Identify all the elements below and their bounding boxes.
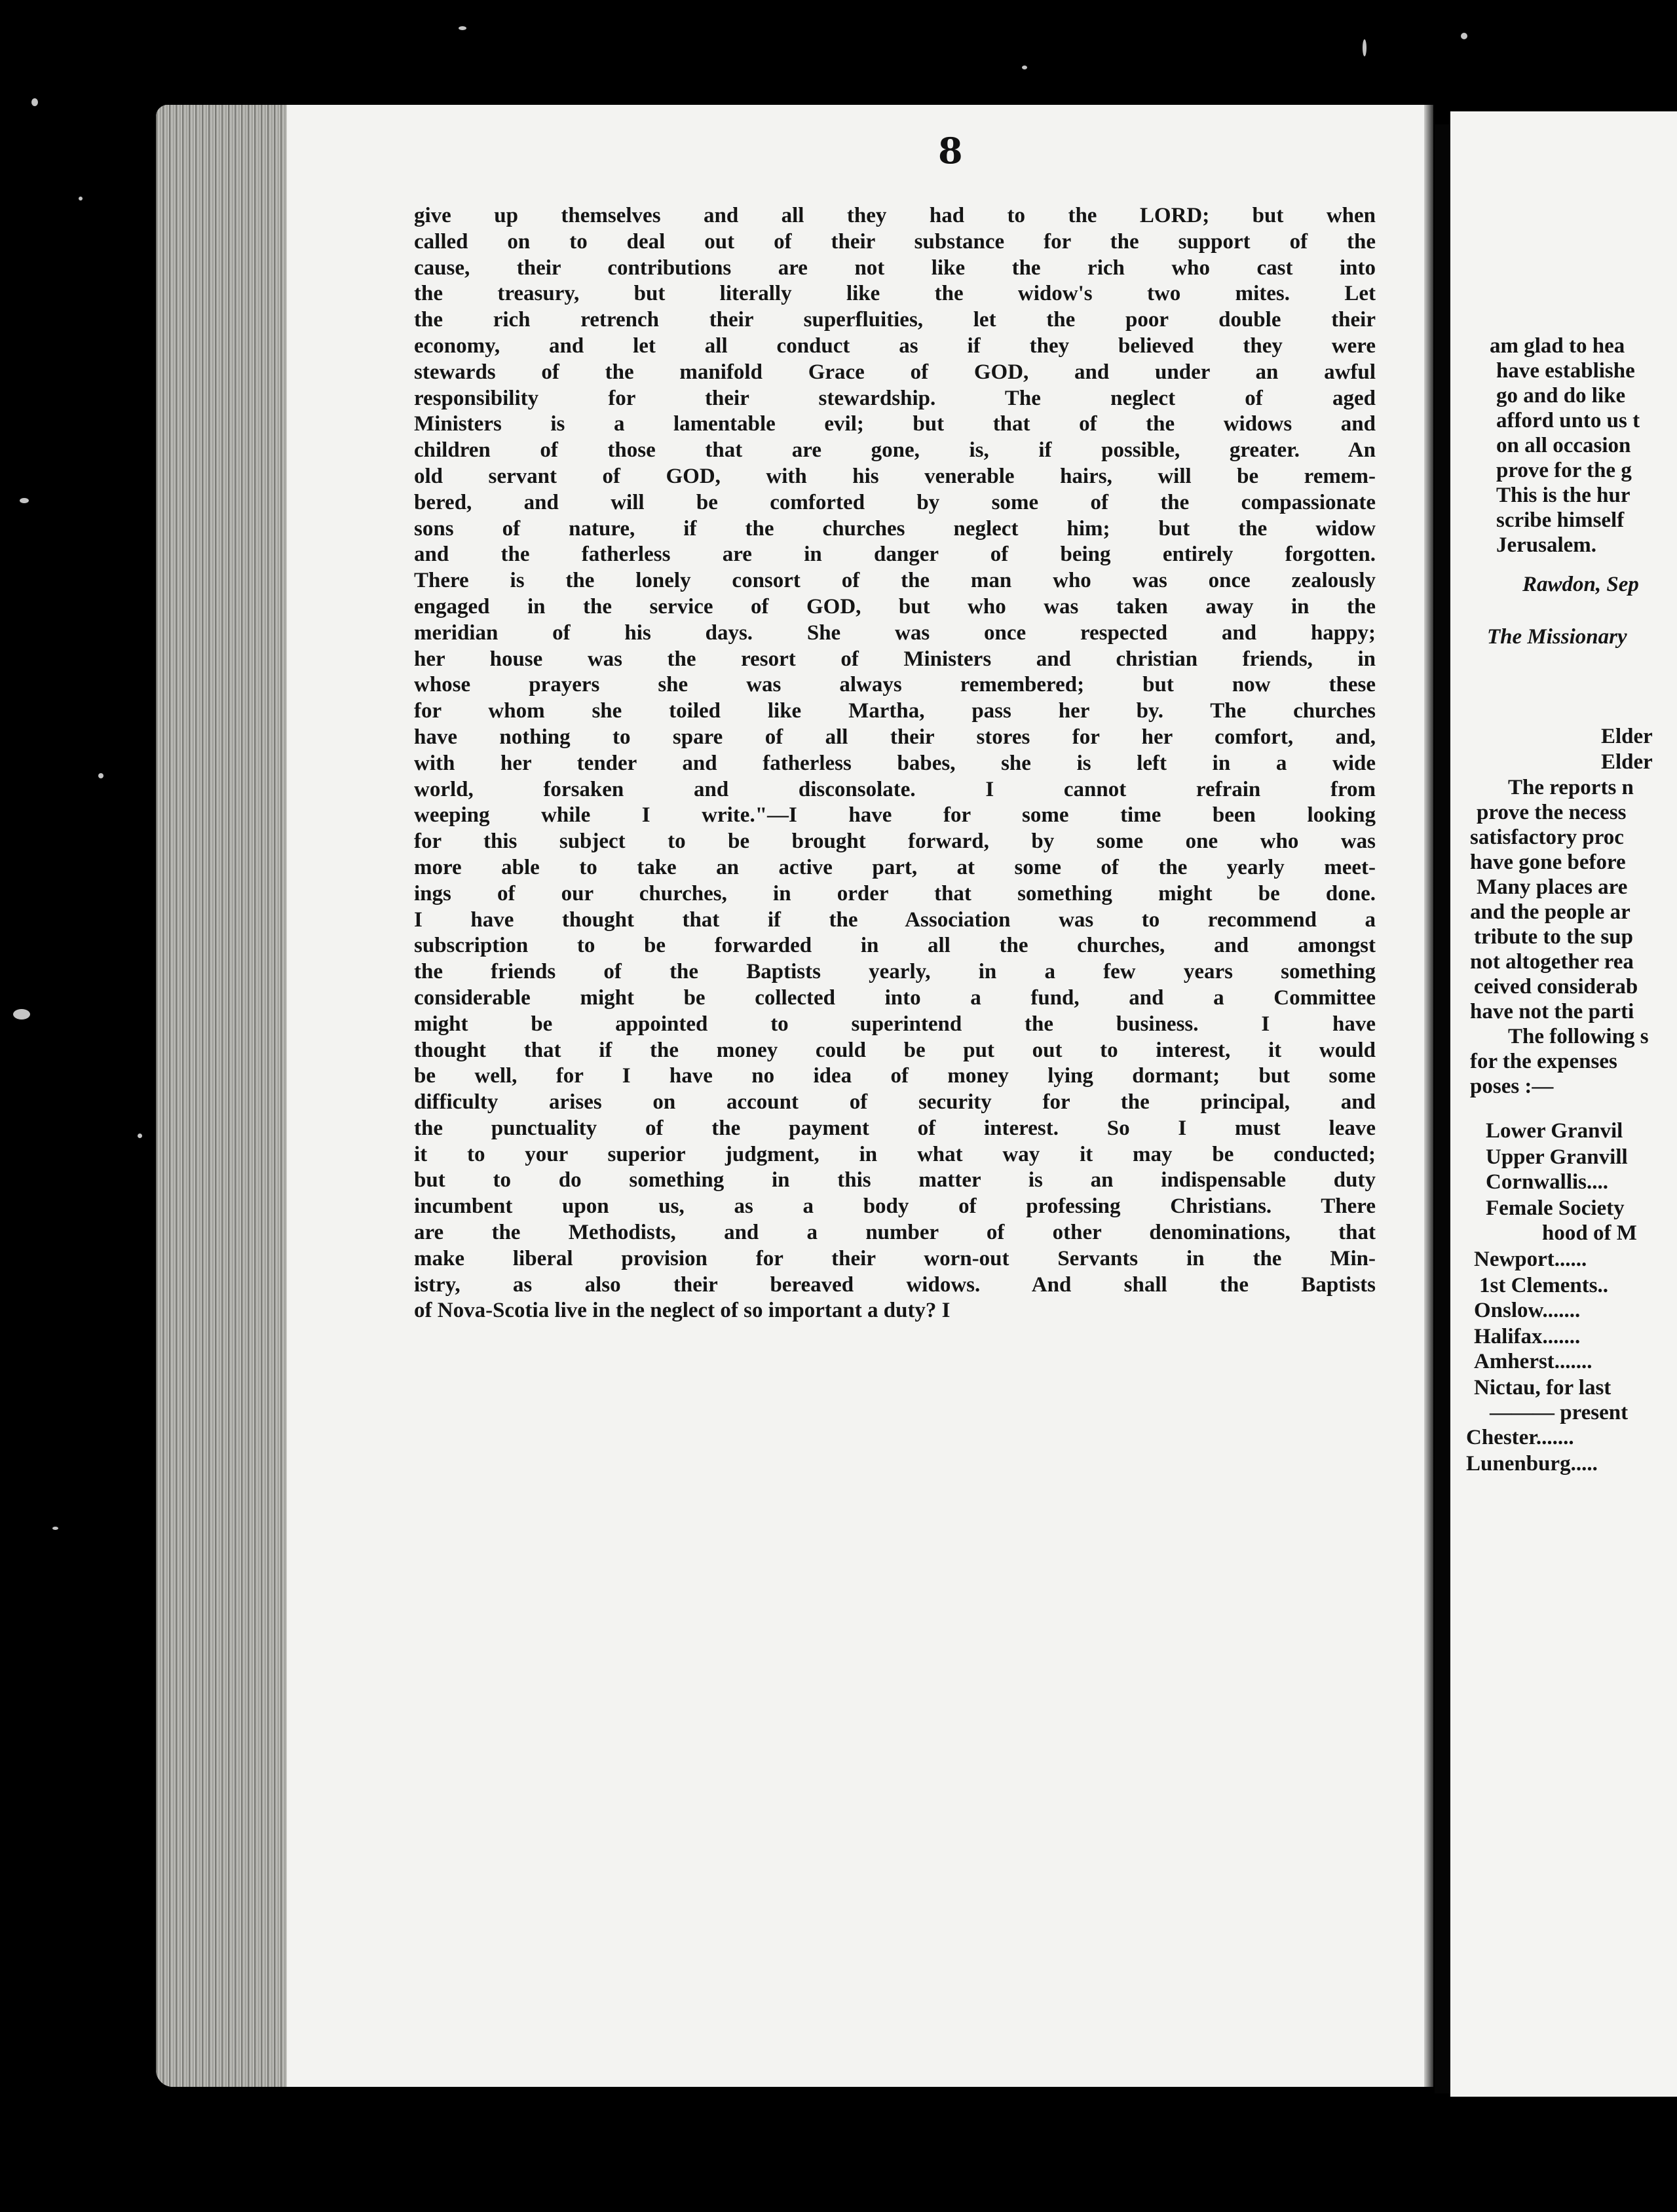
right-page-line: have not the parti xyxy=(1470,1000,1634,1023)
right-page-line: Jerusalem. xyxy=(1496,533,1597,557)
right-page-line: Cornwallis.... xyxy=(1486,1170,1609,1194)
right-page-line: Chester....... xyxy=(1466,1426,1574,1449)
text-line: There is the lonely consort of the man who was once zealously xyxy=(414,569,1376,593)
dust-speck xyxy=(13,1009,30,1020)
right-page-line: hood of M xyxy=(1542,1221,1637,1245)
dust-speck xyxy=(1461,33,1467,39)
text-line: I have thought that if the Association was to recommend a xyxy=(414,907,1376,932)
dust-speck xyxy=(79,197,83,200)
text-line: Ministers is a lamentable evil; but that of the widows and xyxy=(414,412,1376,436)
text-line: but to do something in this matter is an indispensable duty xyxy=(414,1168,1376,1192)
right-page-line: poses :— xyxy=(1470,1075,1554,1098)
text-line: called on to deal out of their substance for the support of the xyxy=(414,229,1376,254)
text-line: responsibility for their stewardship. The neglect of aged xyxy=(414,386,1376,410)
text-line: for this subject to be brought forward, by some one who was xyxy=(414,830,1376,854)
right-page-line: prove for the g xyxy=(1496,459,1632,482)
right-page-line: tribute to the sup xyxy=(1474,925,1633,949)
text-line: difficulty arises on account of security for the principal, and xyxy=(414,1090,1376,1115)
right-page-line: 1st Clements.. xyxy=(1479,1274,1609,1297)
text-line: whose prayers she was always remembered; but now these xyxy=(414,673,1376,697)
right-page-line: This is the hur xyxy=(1496,484,1630,507)
text-line: considerable might be collected into a fund, and a Committee xyxy=(414,985,1376,1010)
right-page-line: The following s xyxy=(1508,1025,1649,1048)
right-page-line: ——— present xyxy=(1490,1401,1629,1424)
right-page-line: Elder xyxy=(1601,725,1653,748)
dust-speck xyxy=(1363,39,1366,56)
right-page-line: on all occasion xyxy=(1496,434,1631,457)
right-page-line: The Missionary xyxy=(1487,625,1627,649)
right-page-line: Amherst....... xyxy=(1474,1350,1592,1373)
text-line: give up themselves and all they had to the LORD; but when xyxy=(414,204,1376,227)
right-page-line: Upper Granvill xyxy=(1486,1145,1628,1169)
text-line: the friends of the Baptists yearly, in a few years something xyxy=(414,960,1376,984)
dust-speck xyxy=(31,98,38,106)
text-line: stewards of the manifold Grace of GOD, and under an awful xyxy=(414,360,1376,384)
text-line: the punctuality of the payment of interest. So I must leave xyxy=(414,1116,1376,1140)
right-page-line: have gone before xyxy=(1470,850,1626,874)
page-gutter xyxy=(1424,105,1433,2087)
text-line: ings of our churches, in order that something might be done. xyxy=(414,881,1376,906)
page-number: 8 xyxy=(938,130,963,172)
right-page-line: for the expenses xyxy=(1470,1050,1617,1073)
text-line: istry, as also their bereaved widows. And shall the Baptists xyxy=(414,1272,1376,1297)
right-page-line: Rawdon, Sep xyxy=(1522,573,1639,596)
text-line: might be appointed to superintend the business. I have xyxy=(414,1012,1376,1036)
text-line: weeping while I write."—I have for some time been looking xyxy=(414,803,1376,828)
right-page-line: go and do like xyxy=(1496,384,1626,408)
dust-speck xyxy=(98,773,104,778)
text-line: more able to take an active part, at some of the yearly meet- xyxy=(414,855,1376,879)
right-page-line: and the people ar xyxy=(1470,900,1630,924)
text-line: old servant of GOD, with his venerable hairs, will be remem- xyxy=(414,464,1376,488)
text-line: with her tender and fatherless babes, she is left in a wide xyxy=(414,751,1376,775)
text-line: engaged in the service of GOD, but who was taken away in the xyxy=(414,594,1376,619)
text-line: world, forsaken and disconsolate. I cannot refrain from xyxy=(414,777,1376,801)
text-line: children of those that are gone, is, if possible, greater. An xyxy=(414,438,1376,463)
text-line: it to your superior judgment, in what way it may be conducted; xyxy=(414,1142,1376,1166)
text-line: her house was the resort of Ministers and christian friends, in xyxy=(414,647,1376,671)
right-page-line: Lower Granvil xyxy=(1486,1119,1623,1143)
right-page-line: have establishe xyxy=(1496,359,1635,383)
text-line: cause, their contributions are not like the rich who cast into xyxy=(414,256,1376,280)
text-line: incumbent upon us, as a body of professing Christians. There xyxy=(414,1194,1376,1219)
text-line: are the Methodists, and a number of other denominations, that xyxy=(414,1221,1376,1245)
right-page-line: Lunenburg..... xyxy=(1466,1452,1598,1476)
text-line: sons of nature, if the churches neglect him; but the widow xyxy=(414,516,1376,541)
text-line: economy, and let all conduct as if they believed they were xyxy=(414,334,1376,358)
text-line: the treasury, but literally like the widow's two mites. Let xyxy=(414,282,1376,306)
right-page-line: ceived considerab xyxy=(1474,975,1638,999)
right-page-line: satisfactory proc xyxy=(1470,826,1624,849)
text-line: thought that if the money could be put out to interest, it would xyxy=(414,1038,1376,1062)
text-line: subscription to be forwarded in all the churches, and amongst xyxy=(414,934,1376,958)
right-page-line: Onslow....... xyxy=(1474,1299,1581,1322)
right-page-line: afford unto us t xyxy=(1496,409,1640,432)
right-page-line: scribe himself xyxy=(1496,508,1625,532)
page-edges xyxy=(156,105,287,2087)
right-page-line: not altogether rea xyxy=(1470,950,1634,974)
right-page-line: Halifax....... xyxy=(1474,1325,1581,1348)
right-page-line: Elder xyxy=(1601,750,1653,774)
text-line: bered, and will be comforted by some of the compassionate xyxy=(414,490,1376,514)
text-line: make liberal provision for their worn-out Servants in the Min- xyxy=(414,1246,1376,1270)
right-page xyxy=(1450,111,1677,2097)
dust-speck xyxy=(52,1527,58,1530)
right-page-line: Female Society xyxy=(1486,1196,1625,1220)
right-page-line: Many places are xyxy=(1477,875,1628,899)
body-text xyxy=(414,203,1376,1324)
text-line: for whom she toiled like Martha, pass her by. The churches xyxy=(414,699,1376,723)
right-page-line: The reports n xyxy=(1508,776,1634,799)
right-page-line: am glad to hea xyxy=(1490,334,1625,358)
text-line: be well, for I have no idea of money lying dormant; but some xyxy=(414,1064,1376,1088)
right-page-line: Newport...... xyxy=(1474,1248,1587,1271)
text-line: have nothing to spare of all their stores for her comfort, and, xyxy=(414,725,1376,749)
dust-speck xyxy=(20,498,29,503)
text-line: and the fatherless are in danger of being entirely forgotten. xyxy=(414,543,1376,567)
text-line: meridian of his days. She was once respected and happy; xyxy=(414,620,1376,645)
book-spine-shadow xyxy=(1435,124,1450,2093)
dust-speck xyxy=(1022,66,1027,69)
text-line: of Nova-Scotia live in the neglect of so important a duty? I xyxy=(414,1299,951,1323)
dust-speck xyxy=(138,1134,142,1138)
right-page-line: Nictau, for last xyxy=(1474,1376,1611,1400)
text-line: the rich retrench their superfluities, let the poor double their xyxy=(414,308,1376,332)
right-page-line: prove the necess xyxy=(1477,801,1627,824)
dust-speck xyxy=(459,26,466,30)
